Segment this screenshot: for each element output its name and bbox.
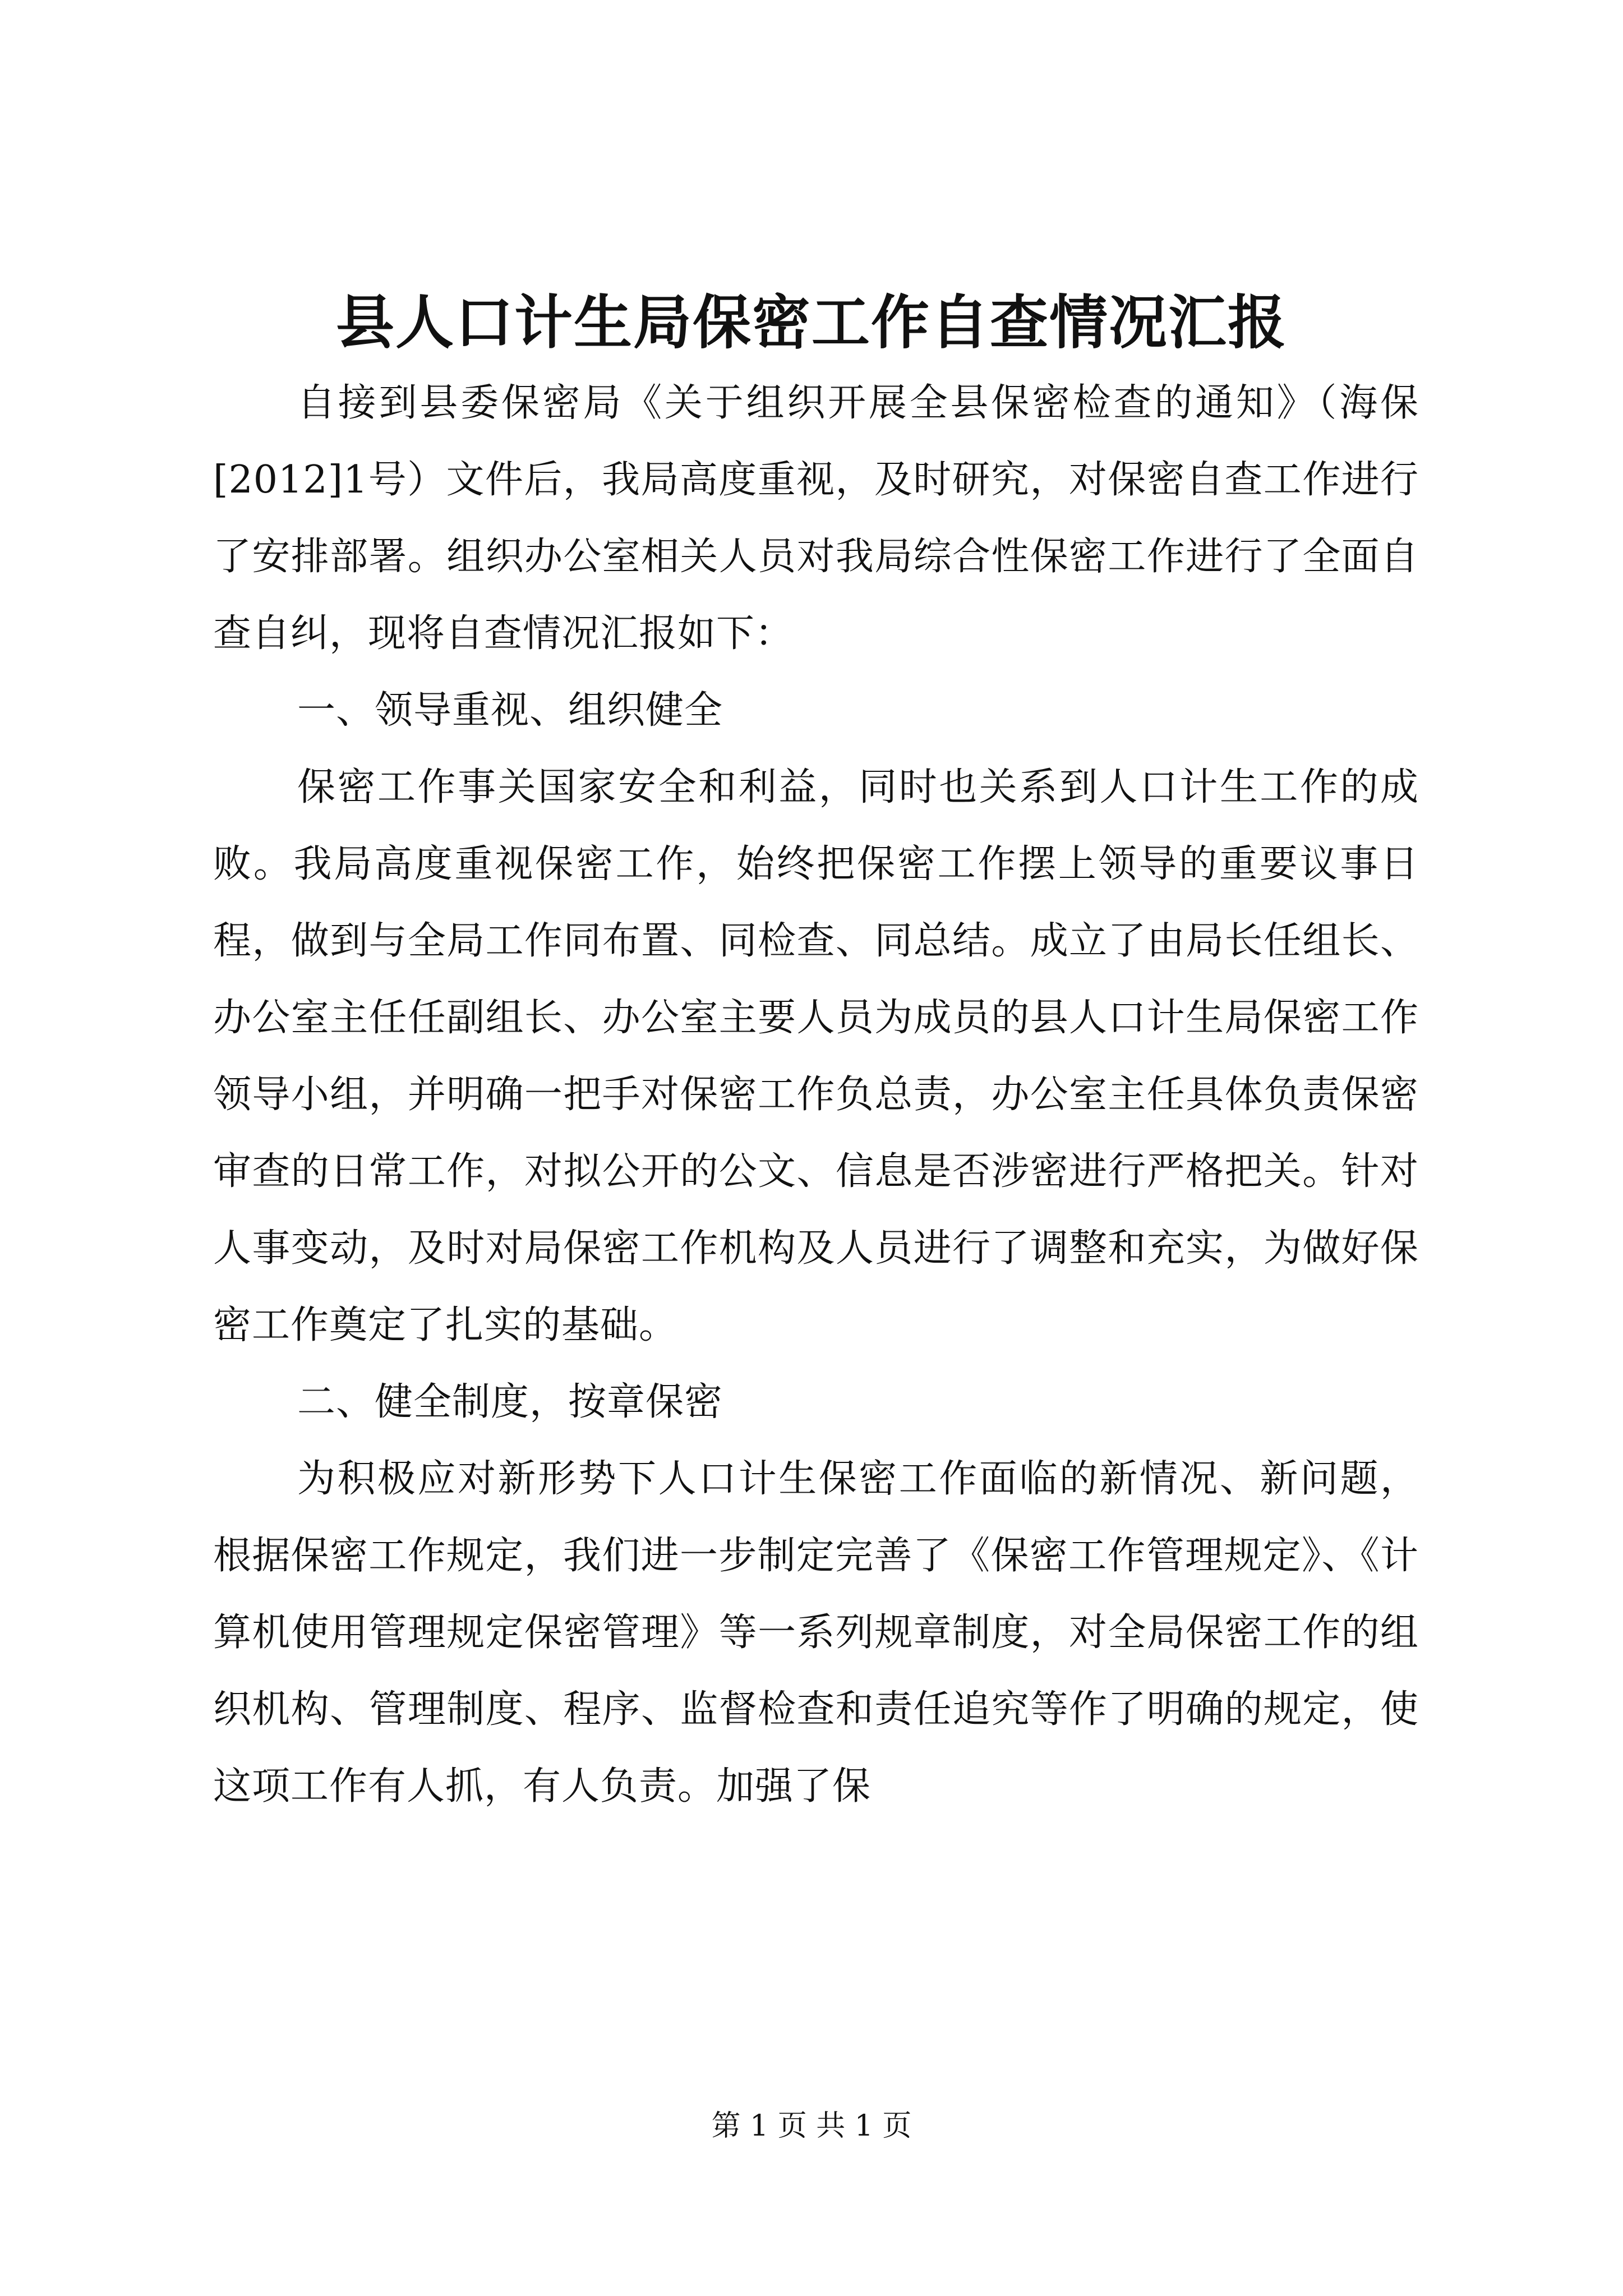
page-footer: 第 1 页 共 1 页	[711, 2109, 912, 2143]
section-1-paragraph: 保密工作事关国家安全和利益，同时也关系到人口计生工作的成败。我局高度重视保密工作，始终把保密工作摆上领导的重要议事日程，做到与全局工作同布置、同检查、同总结。成立了由局长任组长、办公室主任任副组长、办公室主要人员为成员的县人口计生局保密工作领导小组，并明确一把手对保密工作负总责，办公室主任具体负责保密审查的日常工作，对拟公开的公文、信息是否涉密进行严格把关。针对人事变动，及时对局保密工作机构及人员进行了调整和充实，为做好保密工作奠定了扎实的基础。	[213, 765, 1419, 1347]
section-heading-1: 一、领导重视、组织健全	[297, 688, 723, 733]
section-heading-2: 二、健全制度，按章保密	[297, 1380, 723, 1424]
section-2-paragraph: 为积极应对新形势下人口计生保密工作面临的新情况、新问题，根据保密工作规定，我们进一步制定完善了《保密工作管理规定》、《计算机使用管理规定保密管理》等一系列规章制度，对全局保密工作的组织机构、管理制度、程序、监督检查和责任追究等作了明确的规定，使这项工作有人抓，有人负责。加强了保	[213, 1457, 1419, 1809]
document-body	[213, 365, 1419, 1825]
intro-paragraph: 自接到县委保密局《关于组织开展全县保密检查的通知》（海保[2012]1号）文件后，我局高度重视，及时研究，对保密自查工作进行了安排部署。组织办公室相关人员对我局综合性保密工作进行了全面自查自纠，现将自查情况汇报如下：	[213, 381, 1419, 656]
document-title: 县人口计生局保密工作自查情况汇报	[335, 288, 1287, 357]
